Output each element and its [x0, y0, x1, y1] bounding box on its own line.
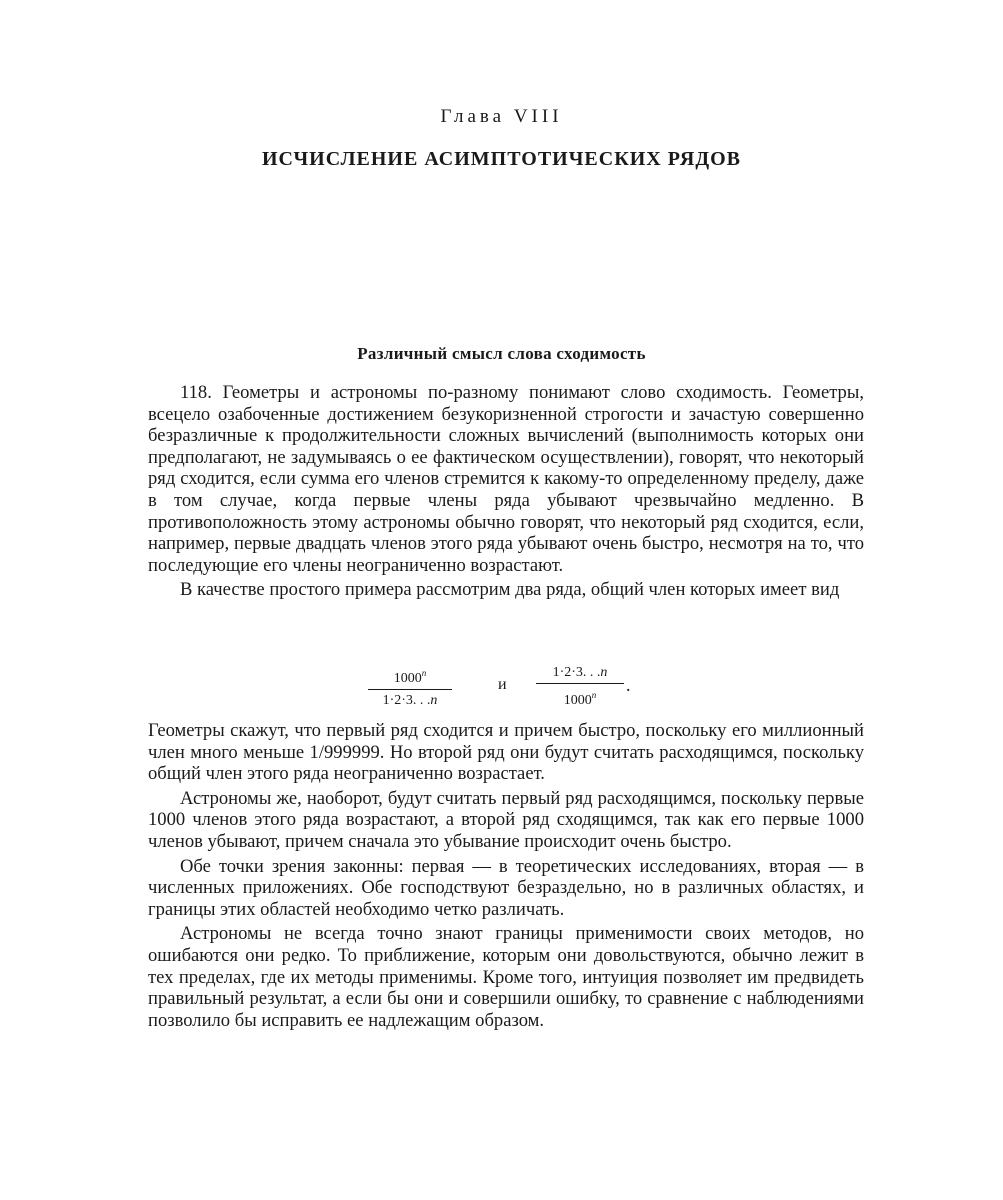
text-block-top	[148, 382, 864, 601]
paragraph-astronomers-limits: Астрономы не всегда точно знают границы применимости своих методов, но ошибаются они редко. То приближение, которым они довольствуются, обычно лежит в тех пределах, где их методы применимы. Кроме того, интуиция позволяет им предвидеть правильный результат, а если бы они и совершили ошибку, то сравнение с наблюдениями позволило бы исправить ее надлежащим образом.	[148, 923, 864, 1031]
paragraph-118: 118. Геометры и астрономы по-разному понимают слово сходимость. Геометры, всецело озабоченные достижением безукоризненной строгости и зачастую совершенно безразличные к продолжительности сложных вычислений (выполнимость которых они предполагают, не задумываясь о ее фактическом осуществлении), говорят, что некоторый ряд сходится, если сумма его членов стремится к какому-то определенному пределу, даже в том случае, когда первые члены ряда убывают чрезвычайно медленно. В противоположность этому астрономы обычно говорят, что некоторый ряд сходится, если, например, первые двадцать членов этого ряда убывают очень быстро, несмотря на то, что последующие его члены неограниченно возрастают.	[148, 382, 864, 576]
formula-conjunction: и	[498, 676, 507, 693]
fraction-denominator: 1·2·3. . .n	[382, 693, 438, 708]
fraction-bar	[368, 689, 452, 690]
fraction-first-series	[368, 664, 452, 710]
paragraph-geometers: Геометры скажут, что первый ряд сходится и причем быстро, поскольку его миллионный член много меньше 1/999999. Но второй ряд они будут считать расходящимся, поскольку общий член этого ряда неограниченно возрастает.	[148, 720, 864, 785]
fraction-numerator: 1000$^n$	[393, 668, 427, 686]
formula-display	[360, 664, 660, 710]
fraction-denominator: 1000$^n$	[563, 690, 597, 708]
formula-period: .	[626, 675, 631, 695]
fraction-numerator: 1·2·3. . .n	[552, 665, 608, 680]
paragraph-example-intro: В качестве простого примера рассмотрим два ряда, общий член которых имеет вид	[180, 579, 840, 601]
chapter-label: Глава VIII	[440, 106, 563, 127]
paragraph-astronomers: Астрономы же, наоборот, будут считать первый ряд расходящимся, поскольку первые 1000 членов этого ряда возрастают, а второй ряд сходящимся, так как его первые 1000 членов убывают, причем сначала это убывание происходит очень быстро.	[148, 787, 864, 852]
fraction-bar	[536, 683, 624, 684]
text-block-bottom	[148, 720, 864, 1031]
paragraph-both-views: Обе точки зрения законны: первая — в теоретических исследованиях, вторая — в численных приложениях. Обе господствуют безраздельно, но в различных областях, и границы этих областей необходимо четко различать.	[148, 855, 864, 920]
chapter-title: ИСЧИСЛЕНИЕ АСИМПТОТИЧЕСКИХ РЯДОВ	[261, 148, 742, 170]
section-title: Различный смысл слова сходимость	[357, 344, 646, 363]
fraction-second-series	[536, 664, 624, 710]
